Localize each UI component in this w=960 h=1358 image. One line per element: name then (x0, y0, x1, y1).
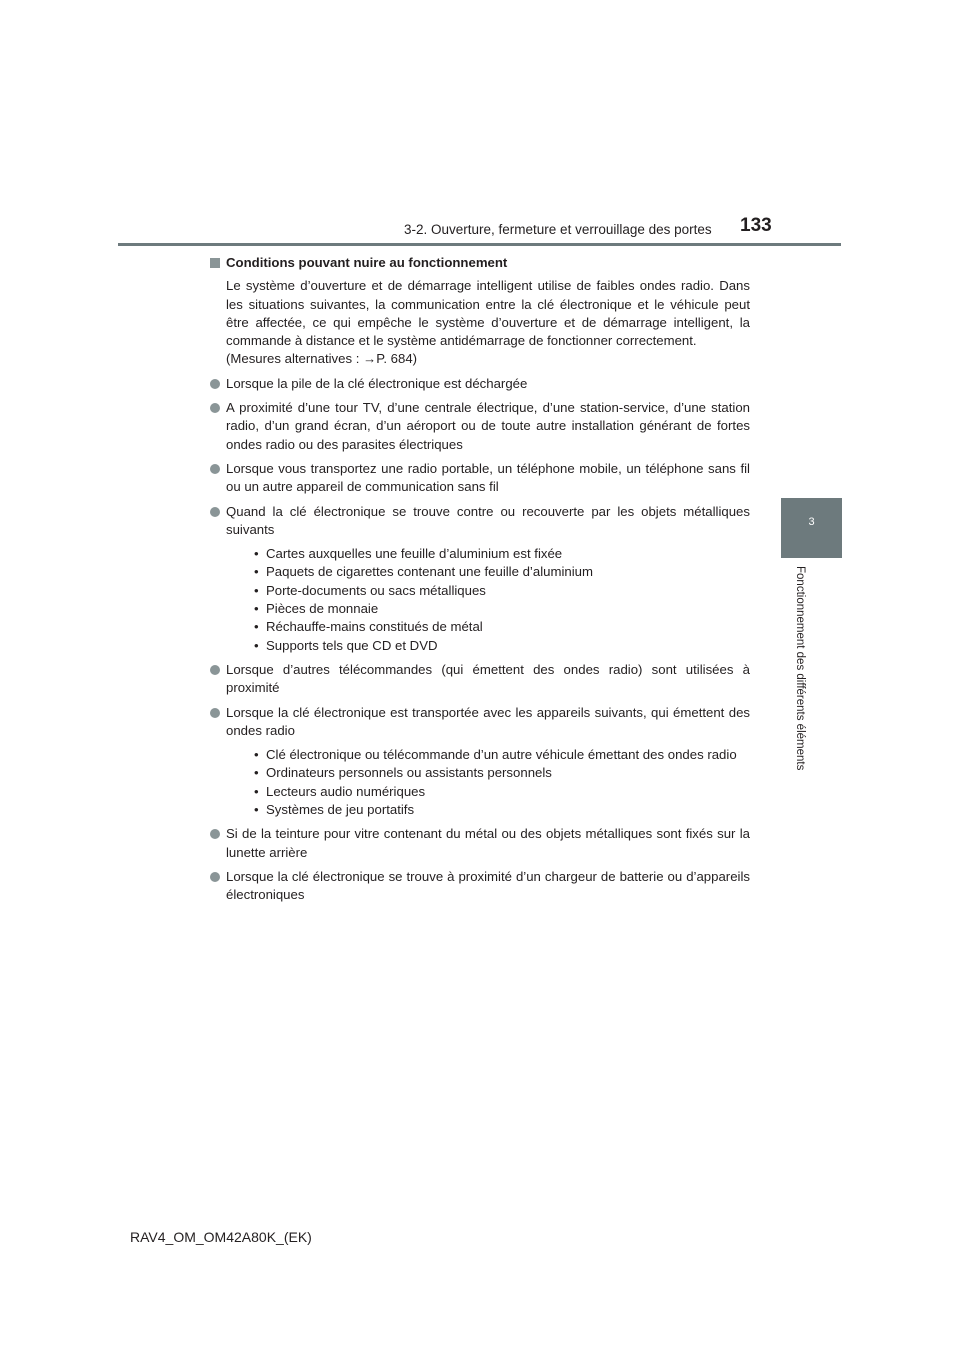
list-item (210, 868, 750, 905)
condition-list (210, 375, 750, 905)
sub-list (226, 746, 750, 819)
sub-list-item-text: Cartes auxquelles une feuille d’aluminium est fixée (266, 546, 563, 562)
chapter-tab (781, 498, 842, 558)
page-number: 133 (740, 215, 772, 236)
sub-list-item (254, 545, 750, 563)
intro-text: Le système d’ouverture et de démarrage intelligent utilise de faibles ondes radio. Dans les situations suivantes, la communication entre la clé électronique et le véhicule peut être affectée, ce qui empêche le système d’ouverture et de démarrage intelligent, la commande à distance et le système antidémarrage de fonctionner correctement. (226, 278, 750, 349)
sub-list-item (254, 563, 750, 581)
sub-list-item-text: Porte-documents ou sacs métalliques (266, 582, 486, 598)
bullet-dot-icon: • (254, 637, 259, 653)
header-divider (118, 243, 841, 246)
sub-list-item-text: Réchauffe-mains constitués de métal (266, 619, 483, 635)
list-item-text: Lorsque d’autres télécommandes (qui émettent des ondes radio) sont utilisées à proximité (226, 661, 750, 696)
bullet-dot-icon: • (254, 601, 259, 617)
chapter-label (793, 566, 807, 796)
list-item-text: Lorsque vous transportez une radio portable, un téléphone mobile, un téléphone sans fil ou un autre appareil de communication sans fil (226, 460, 750, 495)
list-item-text: Lorsque la clé électronique est transportée avec les appareils suivants, qui émettent des ondes radio (226, 704, 750, 738)
list-item-text: Quand la clé électronique se trouve contre ou recouverte par les objets métalliques suivants (226, 503, 750, 537)
sub-list-item-text: Ordinateurs personnels ou assistants personnels (266, 765, 552, 781)
bullet-dot-icon: • (254, 582, 259, 598)
section-heading (210, 254, 750, 272)
chapter-number: 3 (808, 516, 815, 528)
sub-list-item (254, 764, 750, 782)
chapter-label-text: Fonctionnement des différents éléments (794, 566, 806, 771)
sub-list-item (254, 783, 750, 801)
sub-list-item-text: Paquets de cigarettes contenant une feuille d’aluminium (266, 564, 593, 580)
list-item (210, 399, 750, 454)
bullet-dot-icon: • (254, 564, 259, 580)
circle-bullet-icon (210, 665, 220, 675)
bullet-dot-icon: • (254, 546, 259, 562)
square-bullet-icon (210, 258, 220, 268)
bullet-dot-icon: • (254, 783, 259, 799)
header-section-title: 3-2. Ouverture, fermeture et verrouillage des portes (404, 222, 712, 237)
circle-bullet-icon (210, 507, 220, 517)
list-item-text: Lorsque la pile de la clé électronique est déchargée (226, 375, 528, 391)
sub-list-item (254, 618, 750, 636)
list-item (210, 375, 750, 393)
sub-list-item (254, 637, 750, 655)
list-item (210, 503, 750, 655)
sub-list-item (254, 801, 750, 819)
bullet-dot-icon: • (254, 765, 259, 781)
section-heading-text: Conditions pouvant nuire au fonctionnement (226, 255, 508, 270)
bullet-dot-icon: • (254, 619, 259, 635)
sub-list (226, 545, 750, 655)
document-code: RAV4_OM_OM42A80K_(EK) (130, 1229, 312, 1245)
bullet-dot-icon: • (254, 802, 259, 818)
circle-bullet-icon (210, 872, 220, 882)
sub-list-item-text: Systèmes de jeu portatifs (266, 802, 415, 818)
sub-list-item-text: Pièces de monnaie (266, 601, 379, 617)
circle-bullet-icon (210, 464, 220, 474)
list-item-text: Lorsque la clé électronique se trouve à proximité d’un chargeur de batterie ou d’appareils électroniques (226, 868, 750, 903)
list-item (210, 825, 750, 862)
bullet-dot-icon: • (254, 747, 259, 763)
intro-paragraph (210, 277, 750, 368)
sub-list-item (254, 582, 750, 600)
sub-list-item-text: Supports tels que CD et DVD (266, 637, 438, 653)
sub-list-item (254, 600, 750, 618)
list-item-text: Si de la teinture pour vitre contenant du métal ou des objets métalliques sont fixés sur la lunette arrière (226, 826, 750, 860)
list-item-text: A proximité d’une tour TV, d’une centrale électrique, d’une station-service, d’une station radio, d’un grand écran, d’un aéroport ou de toute autre installation générant de fortes ondes radio ou des parasites électriques (226, 400, 750, 452)
main-content (210, 254, 750, 905)
circle-bullet-icon (210, 403, 220, 413)
circle-bullet-icon (210, 708, 220, 718)
circle-bullet-icon (210, 379, 220, 389)
circle-bullet-icon (210, 829, 220, 839)
sub-list-item-text: Clé électronique ou télécommande d’un autre véhicule émettant des ondes radio (266, 747, 737, 763)
sub-list-item-text: Lecteurs audio numériques (266, 783, 426, 799)
list-item (210, 460, 750, 497)
intro-reference: (Mesures alternatives : →P. 684) (226, 351, 418, 367)
sub-list-item (254, 746, 750, 764)
list-item (210, 661, 750, 698)
list-item (210, 704, 750, 820)
